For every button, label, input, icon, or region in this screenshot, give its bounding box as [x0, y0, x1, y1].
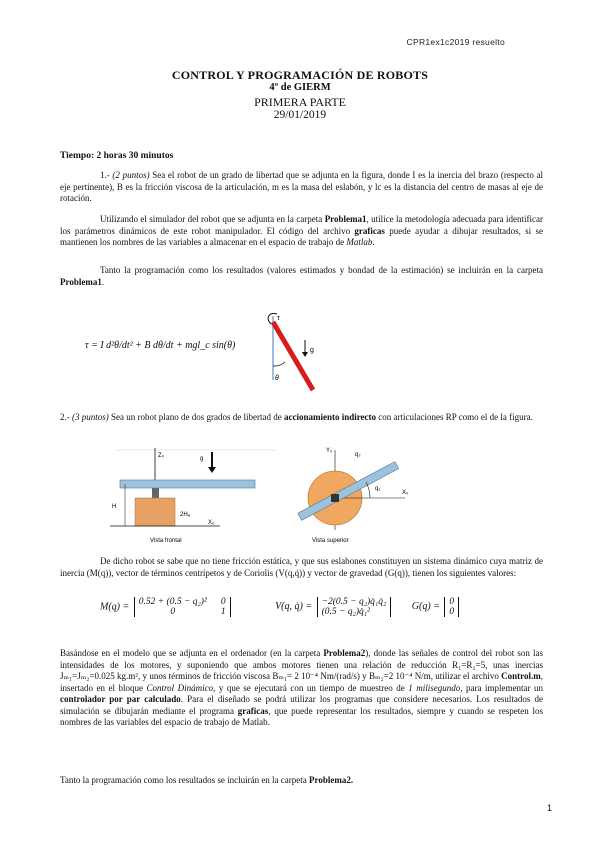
problem2-statement: 2.- (3 puntos) Sea un robot plano de dos grados de libertad de accionamiento indirecto con articulaciones RP como el de la figura. [60, 412, 533, 422]
page-number: 1 [546, 803, 552, 813]
pendulum-link [273, 322, 313, 390]
center-joint [331, 494, 339, 502]
q2-label: q₂ [355, 452, 361, 458]
inertia-matrix: 0.52 + (0.5 − q₂)² 0 0 1 [134, 597, 231, 617]
y0-label: Y₀ [326, 448, 333, 454]
z0-label: Z₀ [158, 453, 165, 459]
problem1-instructions: Utilizando el simulador del robot que se adjunta en la carpeta Problema1, utilice la metodología adecuada para identificar los parámetros dinámicos de este robot manipulador. El código del archivo graficas puede ayudar a dibujar resultados, si se mantienen los nombres de las variables a almacenar en el espacio de trabajo de Matlab. [60, 214, 544, 247]
time-label: Tiempo: 2 horas 30 minutos [60, 151, 174, 161]
q1-label: q₁ [375, 486, 381, 492]
gravity-label: g [310, 347, 314, 354]
angle-label: θ [275, 375, 279, 382]
problem1-deliverables: Tanto la programación como los resultados (valores estimados y bondad de la estimación) se incluirán en la carpeta Problema1. [60, 265, 543, 287]
top-view-caption: Vista superior [312, 538, 349, 544]
model-equations [100, 597, 461, 617]
problem1-statement: 1.- (2 puntos) Sea el robot de un grado de libertad que se adjunta en la figura, donde I es la inercia del brazo (respecto al eje pertinente), B es la fricción viscosa de la articulación, m es la masa del eslabón, y lc es la distancia del centro de masas al eje de rotación. [60, 170, 544, 203]
m-lhs: M(q) = [100, 601, 130, 613]
torque-label: τ [277, 315, 280, 322]
title-line-1: CONTROL Y PROGRAMACIÓN DE ROBOTS [171, 68, 429, 82]
v-lhs: V(q, q̇) = [275, 601, 313, 613]
problem2-model-intro: De dicho robot se sabe que no tiene fricción estática, y que sus eslabones constituyen un sistema dinámico cuya matriz de inercia (M(q)), vector de términos centrípetos y de Coriolis (V(q,q̇)) y vector de gravedad (G(q)), tienen los siguientes valores: [60, 556, 543, 578]
problem2-task: Basándose en el modelo que se adjunta en el ordenador (en la carpeta Problema2), donde las señales de control del robot son las intensidades de los motores, y suponiendo que ambos motores tienen una relación de reducción R₁=R₂=5, unas inercias Jₘ₁=Jₘ₂=0.025 kg.m², y unos términos de fricción viscosa Bₘ₁= 2 10⁻⁴ Nm/(rad/s) y Bₘ₂=2 10⁻⁴ N/m, utilizar el archivo Control.m, insertado en el bloque Control Dinámico, y que se ejecutará con un tiempo de muestreo de 1 milisegundo, para implementar un controlador por par calculado. Para el diseñado se podrá utilizar los programas que considere necesarios. Los resultados de simulación se dibujarán mediante el programa graficas, que puede representar los resultados, siempre y cuando se respeten los nombres de las variables del espacio de trabajo de Matlab. [60, 648, 544, 727]
g-label-front: g [200, 456, 204, 462]
title-line-3: PRIMERA PARTE [254, 95, 346, 109]
coriolis-vector: −2(0.5 − q₂)q̇₁q̇₂ (0.5 − q₂)q̇₁² [317, 597, 392, 617]
title-date: 29/01/2019 [273, 109, 327, 121]
angle-arc [273, 362, 285, 366]
dynamics-formula: τ = I d²θ/dt² + B dθ/dt + mgl_c sin(θ) [85, 340, 236, 351]
top-view-figure [290, 440, 430, 548]
header-tag: CPR1ex1c2019 resuelto [406, 37, 505, 47]
pendulum-figure [255, 310, 325, 400]
g-lhs: G(q) = [411, 601, 440, 613]
problem2-deliverables: Tanto la programación como los resultados se incluirán en la carpeta Problema2. [60, 775, 354, 785]
gravity-arrowhead [302, 352, 308, 357]
base-block [135, 498, 175, 526]
x0-label-top: X₀ [402, 490, 409, 496]
gravity-vector: 0 0 [444, 597, 459, 617]
front-view-figure [100, 440, 280, 548]
x0-label: X₀ [208, 520, 215, 526]
front-view-caption: Vista frontal [150, 538, 182, 544]
h-label: H [112, 504, 117, 510]
dim-label: 2Hₐ [180, 512, 190, 518]
arm-link [120, 480, 255, 488]
title-line-2: 4º de GIERM [269, 82, 331, 93]
